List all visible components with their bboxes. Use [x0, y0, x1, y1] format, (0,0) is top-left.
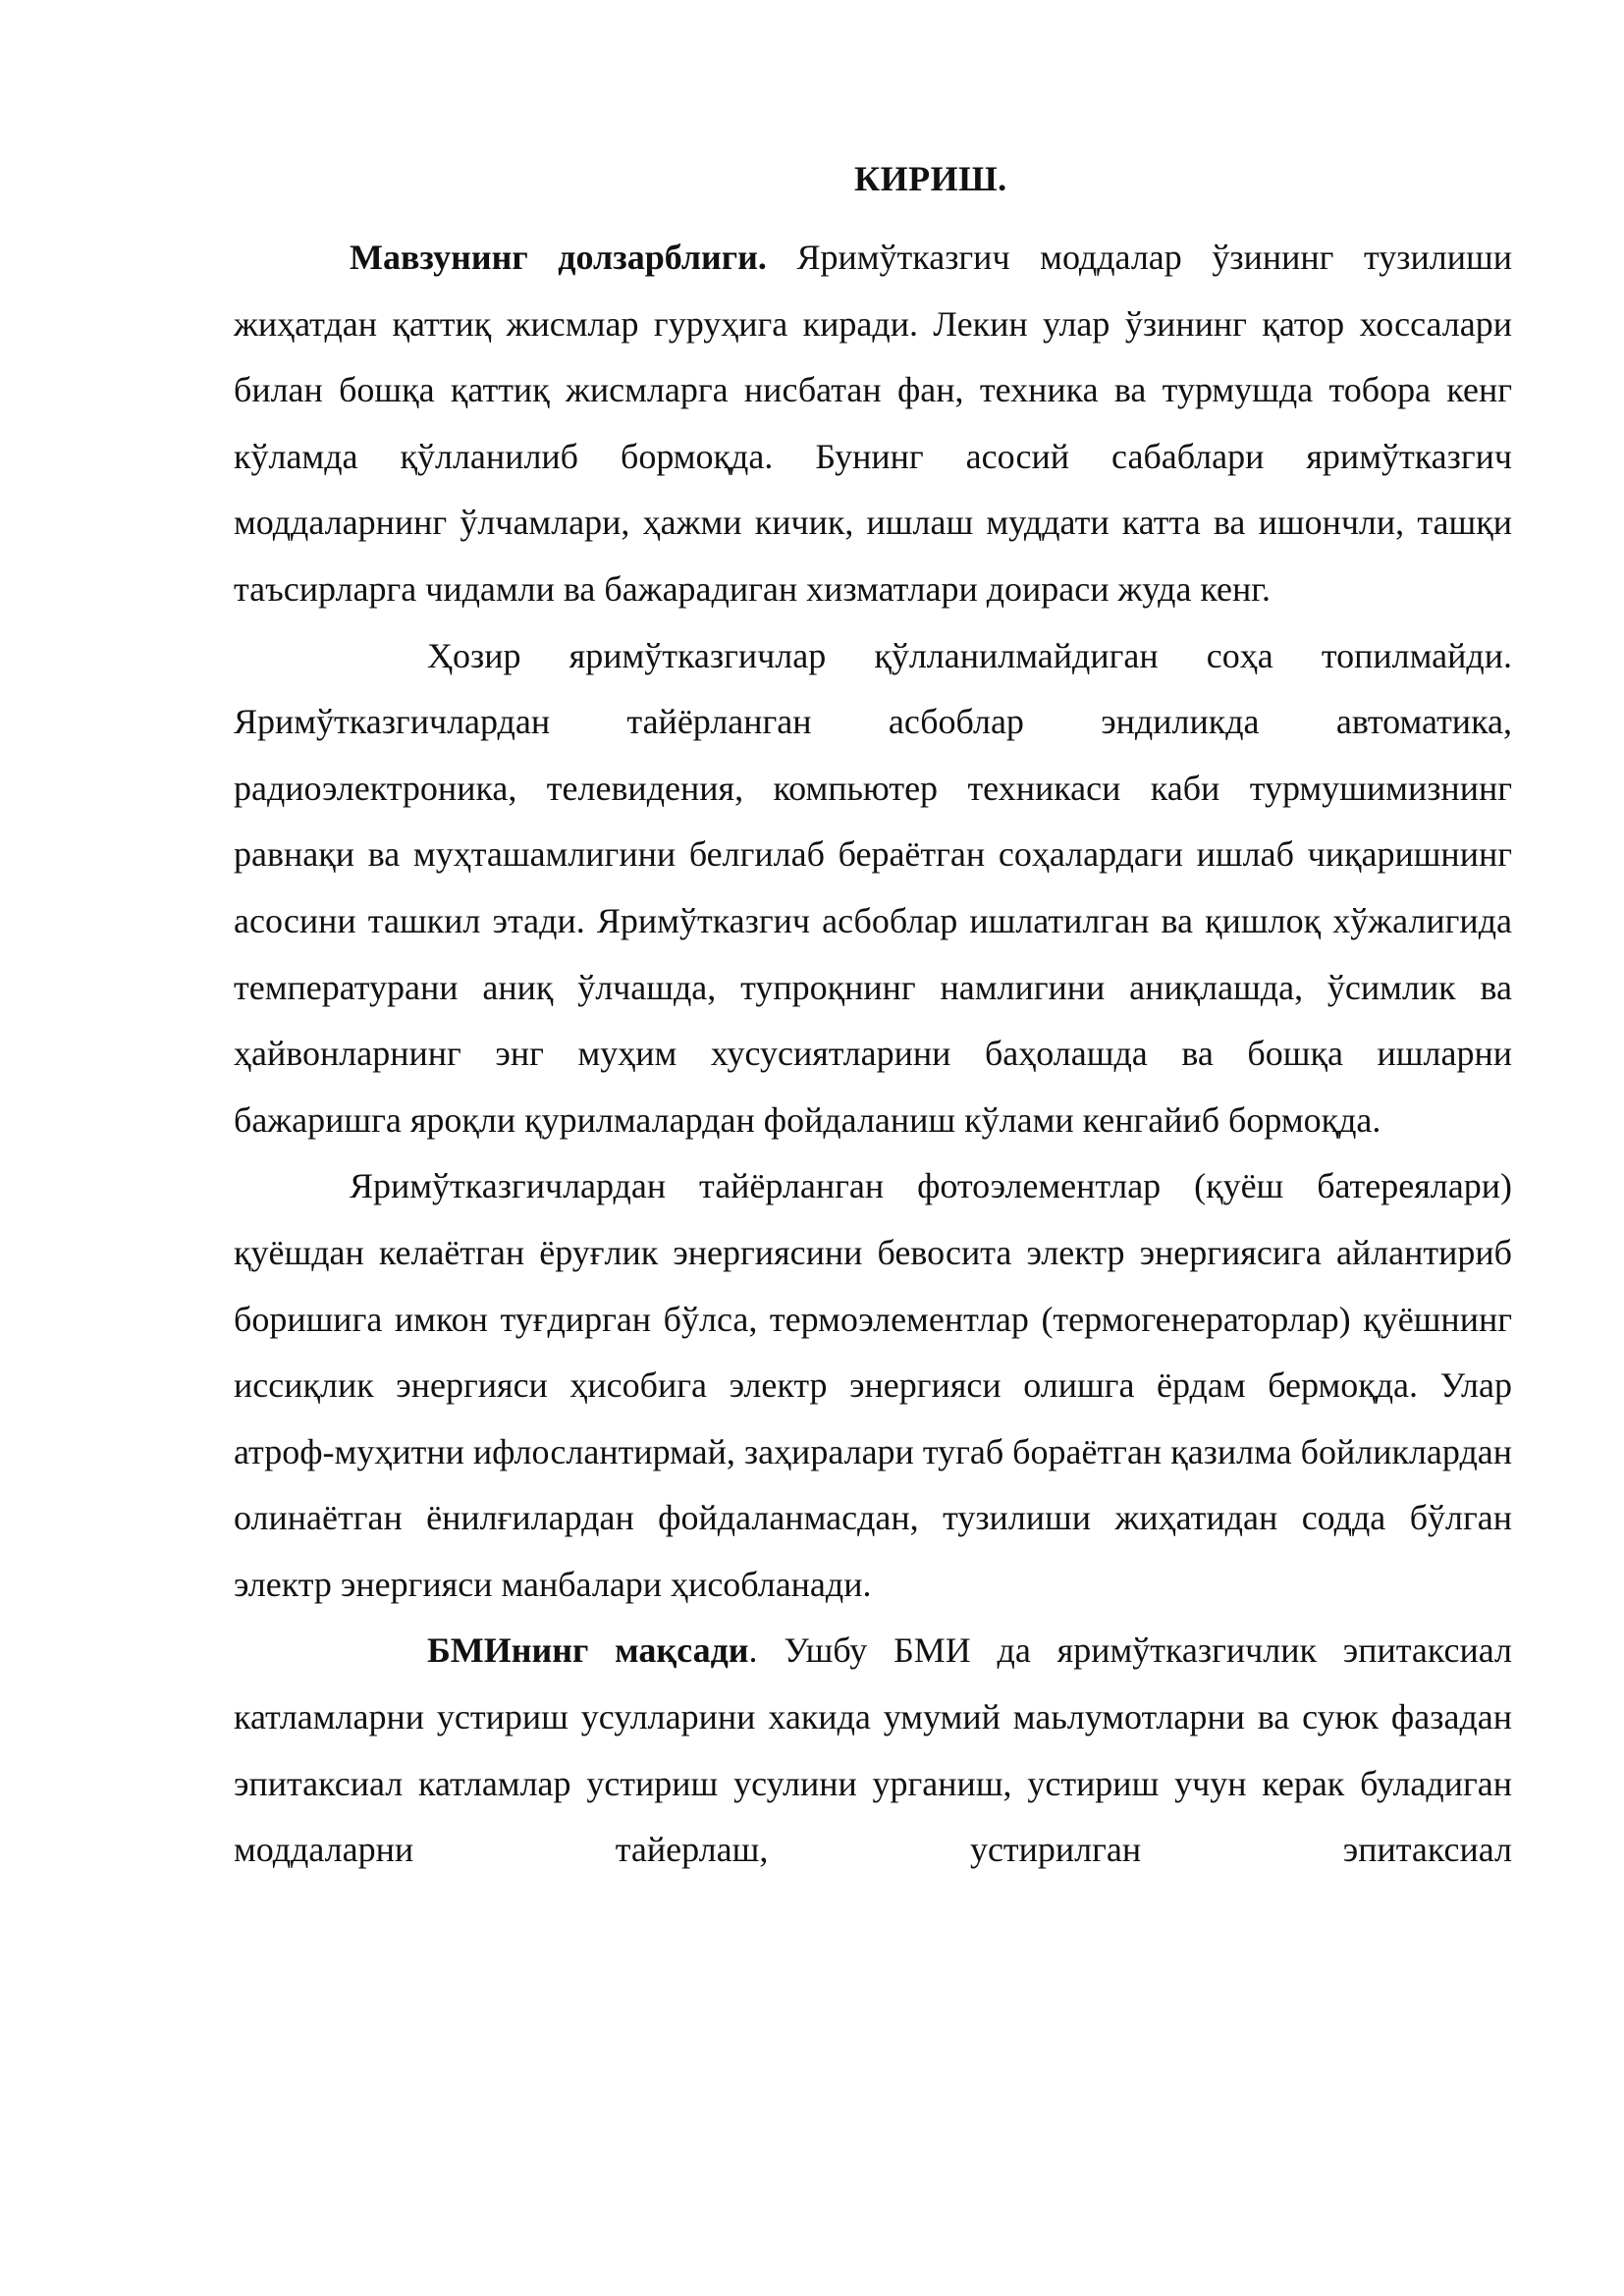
paragraph-applications	[234, 623, 1512, 1154]
document-page	[234, 155, 1512, 1884]
paragraph-heading-relevance: Мавзунинг долзарблиги.	[350, 238, 767, 277]
paragraph-heading-goal: БМИнинг мақсади	[427, 1630, 749, 1671]
paragraph-text-energy: Яримўтказгичлардан тайёрланган фотоэлементлар (қуёш батереялари) қуёшдан келаётган ёруғлик энергиясини бевосита электр энергиясига айлантириб боришига имкон туғдирган бўлса, термоэлементлар (термогенераторлар) қуёшнинг иссиқлик энергияси ҳисобига электр энергияси олишга ёрдам бермоқда. Улар атроф-муҳитни ифлослантирмай, заҳиралари тугаб бораётган қазилма бойликлардан олинаётган ёнилғилардан фойдаланмасдан, тузилиши жиҳатидан содда бўлган электр энергияси манбалари ҳисобланади.	[234, 1166, 1512, 1604]
paragraph-text-applications: Ҳозир яримўтказгичлар қўлланилмайдиган соҳа топилмайди. Яримўтказгичлардан тайёрланган асбоблар эндиликда автоматика, радиоэлектроника, телевидения, компьютер техникаси каби турмушимизнинг равнақи ва муҳташамлигини белгилаб бераётган соҳалардаги ишлаб чиқаришнинг асосини ташкил этади. Яримўтказгич асбоблар ишлатилган ва қишлоқ хўжалигида температурани аниқ ўлчашда, тупроқнинг намлигини аниқлашда, ўсимлик ва ҳайвонларнинг энг муҳим хусусиятларини баҳолашда ва бошқа ишларни бажаришга яроқли қурилмалардан фойдаланиш кўлами кенгайиб бормоқда.	[234, 635, 1512, 1140]
paragraph-text-relevance: Яримўтказгич моддалар ўзининг тузилиши жиҳатдан қаттиқ жисмлар гуруҳига киради. Лекин улар ўзининг қатор хоссалари билан бошқа қаттиқ жисмларга нисбатан фан, техника ва турмушда тобора кенг кўламда қўлланилиб бормоқда. Бунинг асосий сабаблари яримўтказгич моддаларнинг ўлчамлари, ҳажми кичик, ишлаш муддати катта ва ишончли, ташқи таъсирларга чидамли ва бажарадиган хизматлари доираси жуда кенг.	[234, 238, 1512, 609]
paragraph-relevance	[234, 225, 1512, 623]
paragraph-text-goal: . Ушбу БМИ да яримўтказгичлик эпитаксиал катламларни устириш усулларини хакида умумий маьлумотларни ва суюк фазадан эпитаксиал катламлар устириш усулини урганиш, устириш учун керак буладиган моддаларни тайерлаш, устирилган эпитаксиал	[234, 1630, 1512, 1870]
page-title: КИРИШ.	[854, 159, 1007, 198]
paragraph-energy	[234, 1153, 1512, 1618]
paragraph-goal	[234, 1618, 1512, 1883]
